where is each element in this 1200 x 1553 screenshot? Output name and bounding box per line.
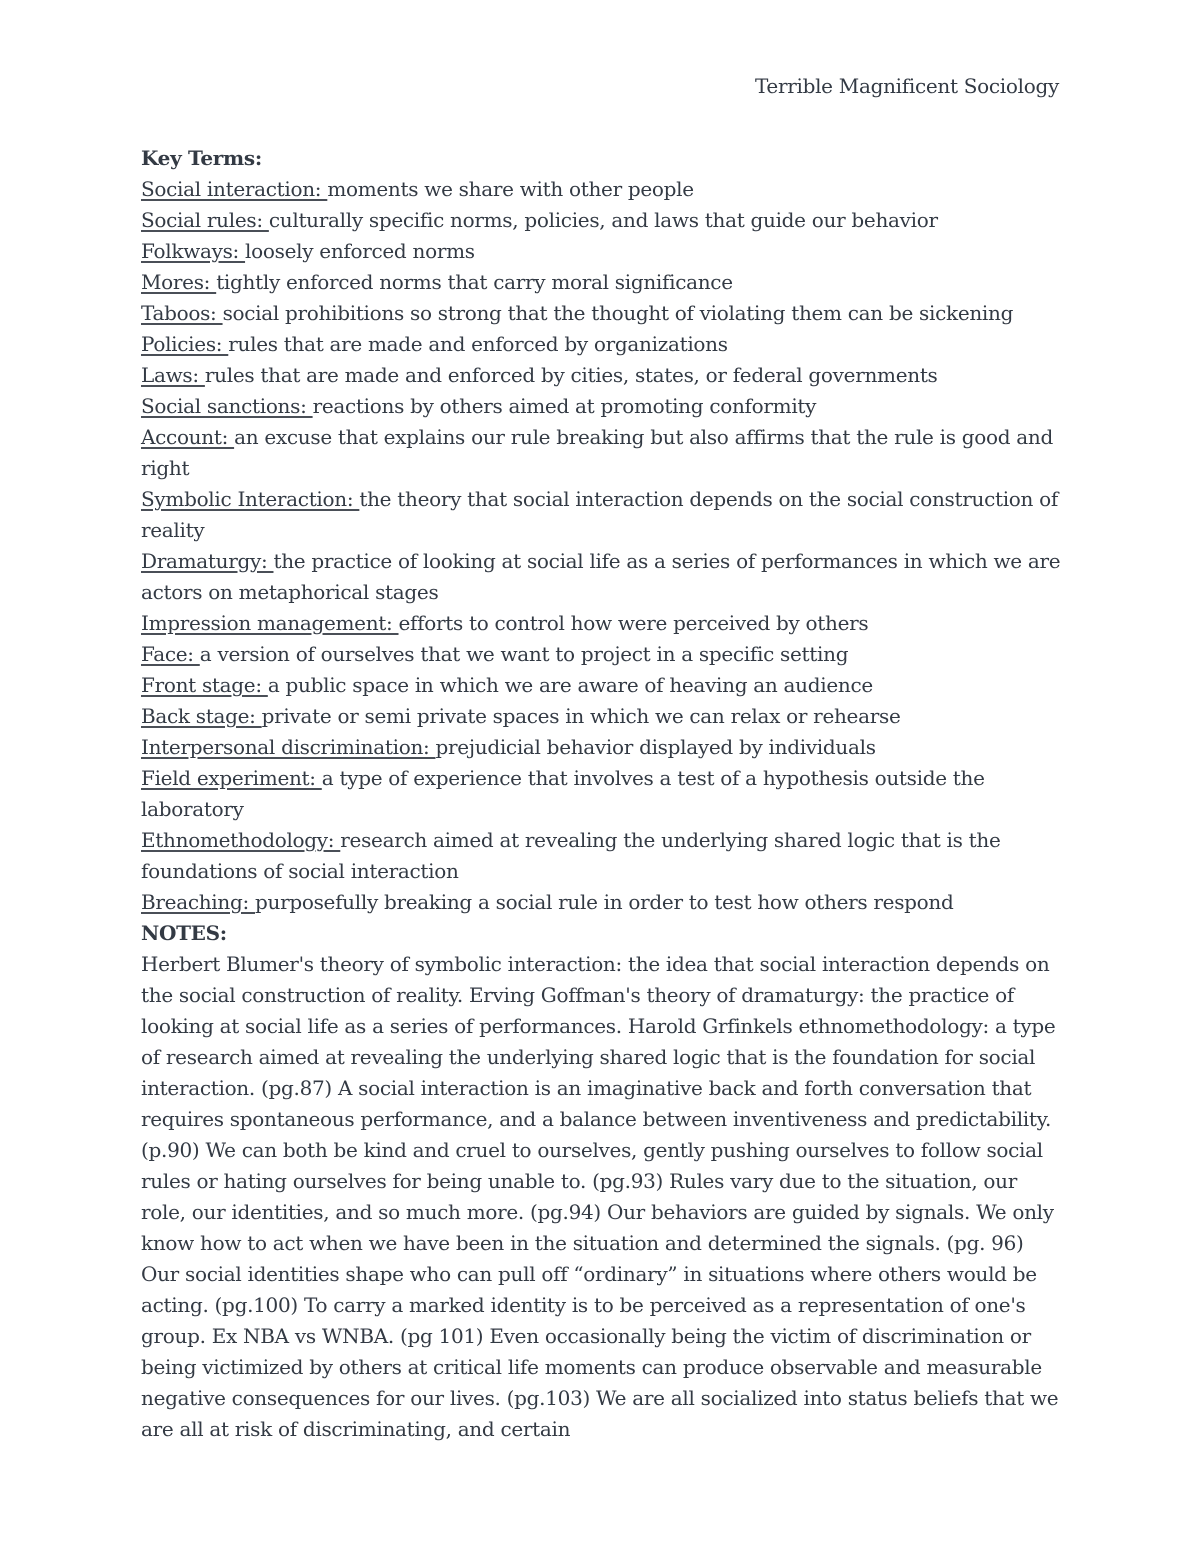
term-definition: rules that are made and enforced by cities, states, or federal governments [204,363,938,387]
term-definition: efforts to control how were perceived by others [398,611,869,635]
term-label: Front stage: [141,673,268,697]
term-row [141,391,1061,422]
term-definition: reactions by others aimed at promoting conformity [312,394,817,418]
term-label: Account: [141,425,235,449]
term-definition: moments we share with other people [327,177,694,201]
term-definition: purposefully breaking a social rule in order to test how others respond [254,890,954,914]
term-definition: a type of experience that involves a test of a hypothesis outside the laboratory [141,766,985,821]
term-row [141,887,1061,918]
term-definition: loosely enforced norms [245,239,475,263]
term-label: Social sanctions: [141,394,313,418]
term-row [141,639,1061,670]
term-definition: research aimed at revealing the underlying shared logic that is the foundations of social interaction [141,828,1001,883]
term-definition: rules that are made and enforced by organizations [228,332,728,356]
term-row [141,825,1061,887]
notes-heading: NOTES: [141,921,227,945]
term-row [141,236,1061,267]
term-row [141,670,1061,701]
term-row [141,732,1061,763]
term-row [141,298,1061,329]
term-row [141,608,1061,639]
term-row [141,484,1061,546]
term-row [141,360,1061,391]
term-label: Social rules: [141,208,269,232]
term-label: Impression management: [141,611,399,635]
term-row [141,174,1061,205]
term-label: Laws: [141,363,205,387]
key-terms-list [141,174,1061,918]
term-definition: culturally specific norms, policies, and laws that guide our behavior [268,208,938,232]
term-row [141,701,1061,732]
term-label: Social interaction: [141,177,328,201]
term-definition: an excuse that explains our rule breaking but also affirms that the rule is good and right [141,425,1054,480]
page-header-title: Terrible Magnificent Sociology [754,74,1059,98]
term-row [141,267,1061,298]
term-definition: a version of ourselves that we want to project in a specific setting [199,642,849,666]
term-row [141,205,1061,236]
term-label: Field experiment: [141,766,322,790]
term-label: Ethnomethodology: [141,828,341,852]
document-content [141,143,1061,1445]
term-label: Folkways: [141,239,246,263]
notes-paragraph: Herbert Blumer's theory of symbolic interaction: the idea that social interaction depends on the social construction of reality. Erving Goffman's theory of dramaturgy: the practice of looking at social life as a series of performances. Harold Grfinkels ethnomethodology: a type of research aimed at revealing the underlying shared logic that is the foundation for social interaction. (pg.87) A social interaction is an imaginative back and forth conversation that requires spontaneous performance, and a balance between inventiveness and predictability. (p.90) We can both be kind and cruel to ourselves, gently pushing ourselves to follow social rules or hating ourselves for being unable to. (pg.93) Rules vary due to the situation, our role, our identities, and so much more. (pg.94) Our behaviors are guided by signals. We only know how to act when we have been in the situation and determined the signals. (pg. 96) Our social identities shape who can pull off “ordinary” in situations where others would be acting. (pg.100) To carry a marked identity is to be perceived as a representation of one's group. Ex NBA vs WNBA. (pg 101) Even occasionally being the victim of discrimination or being victimized by others at critical life moments can produce observable and measurable negative consequences for our lives. (pg.103) We are all socialized into status beliefs that we are all at risk of discriminating, and certain [141,952,1059,1441]
term-label: Mores: [141,270,217,294]
term-definition: private or semi private spaces in which we can relax or rehearse [261,704,901,728]
term-label: Policies: [141,332,229,356]
term-label: Symbolic Interaction: [141,487,360,511]
term-definition: the theory that social interaction depends on the social construction of reality [141,487,1059,542]
term-label: Interpersonal discrimination: [141,735,436,759]
term-label: Face: [141,642,200,666]
term-row [141,763,1061,825]
term-definition: prejudicial behavior displayed by individuals [435,735,876,759]
term-label: Breaching: [141,890,255,914]
term-row [141,422,1061,484]
key-terms-heading: Key Terms: [141,146,262,170]
term-row [141,329,1061,360]
term-definition: tightly enforced norms that carry moral significance [216,270,733,294]
term-label: Taboos: [141,301,223,325]
term-label: Back stage: [141,704,262,728]
term-definition: social prohibitions so strong that the thought of violating them can be sickening [222,301,1014,325]
term-definition: a public space in which we are aware of heaving an audience [267,673,873,697]
term-label: Dramaturgy: [141,549,274,573]
term-row [141,546,1061,608]
term-definition: the practice of looking at social life as a series of performances in which we are actors on metaphorical stages [141,549,1061,604]
